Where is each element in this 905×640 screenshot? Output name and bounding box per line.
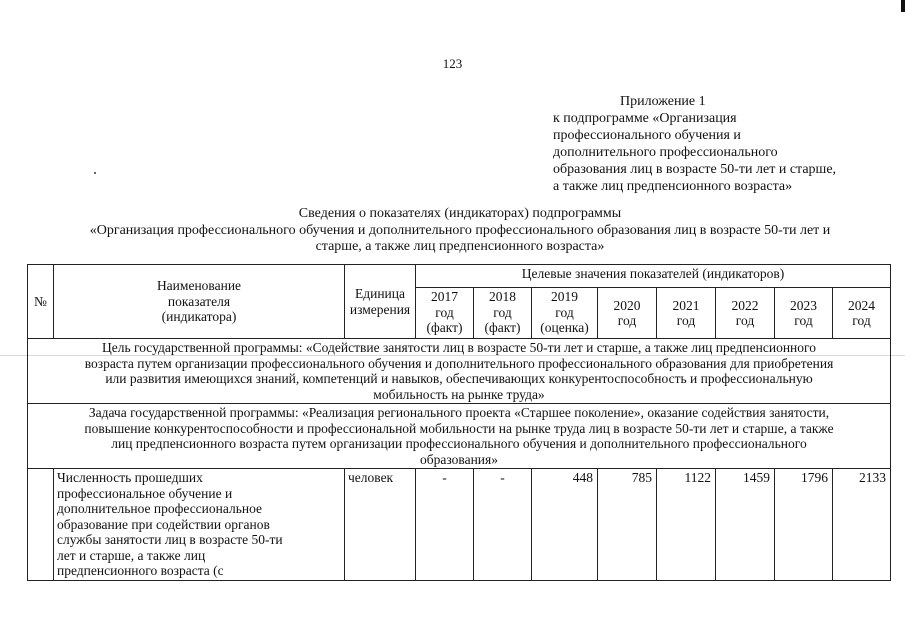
header-name-line: (индикатора) [161,309,237,325]
header-name-line: Наименование [156,278,242,294]
goal-line: Цель государственной программы: «Содействие занятости лиц в возрасте 50-ти лет и старше, а также лиц предпенсионного [102,340,816,355]
header-name-line: показателя [167,293,231,309]
year-header [598,288,657,339]
row-num [28,469,54,581]
row-value: - [474,469,532,581]
year-unit: год [852,313,871,328]
row-value: 785 [598,469,657,581]
year-header [532,288,598,339]
year-unit: год [493,304,512,320]
row-name-line: службы занятости лиц в возрасте 50-ти [57,532,283,547]
row-name-line: предпенсионного возраста (с [57,563,224,578]
row-name-line: Численность прошедших [57,470,203,485]
heading-line: «Организация профессионального обучения и дополнительного профессионального образования лиц в возрасте 50-ти лет и [89,222,831,238]
year-kind: (факт) [426,320,463,335]
year-header [833,288,891,339]
year-header [474,288,532,339]
appendix-line: профессионального обучения и [553,128,741,143]
appendix-title: Приложение 1 [620,94,706,109]
row-value: 1796 [775,469,833,581]
year: 2023 [790,297,817,313]
task-row [28,404,891,469]
row-name-line: профессиональное обучение и [57,485,233,501]
row-value: - [416,469,474,581]
row-value: 448 [532,469,598,581]
year-unit: год [794,313,813,328]
task-cell [28,404,891,469]
row-name-line: лет и старше, а также лиц [57,547,206,563]
year: 2020 [613,297,641,313]
year-unit: год [617,313,637,328]
year: 2021 [672,297,700,313]
row-value: 1459 [716,469,775,581]
header-targets: Целевые значения показателей (индикаторов) [416,265,891,288]
appendix-block [553,93,883,195]
year-header [657,288,716,339]
appendix-line: дополнительного профессионального [553,145,778,160]
crop-mark [901,0,905,12]
task-line: лиц предпенсионного возраста путем организации профессионального обучения и дополнительного профессионального [111,436,807,451]
document-heading [40,206,880,256]
row-value: 1122 [657,469,716,581]
goal-line: возраста путем организации профессионального обучения и дополнительного профессионального образования для приобретения [84,355,834,371]
goal-line: или развития имеющихся знаний, компетенций и навыков, обеспечивающих конкурентоспособность и профессиональную [105,371,813,386]
task-line: образования» [420,451,498,467]
appendix-line: образования лиц в возрасте 50-ти лет и старше, [553,162,837,177]
header-name [54,265,345,339]
row-name-line: образование при содействии органов [57,516,270,532]
year-header [416,288,474,339]
row-value: 2133 [833,469,891,581]
heading-line: Сведения о показателях (индикаторах) подпрограммы [298,206,622,221]
appendix-line: к подпрограмме «Организация [553,111,737,126]
scan-speck [94,172,96,174]
year-unit: год [435,304,454,320]
year-kind: (оценка) [540,320,589,335]
year-header [775,288,833,339]
task-line: Задача государственной программы: «Реализация регионального проекта «Старшее поколение», оказание содействия занятости, [88,405,830,420]
year: 2019 [551,289,578,304]
header-num: № [28,265,54,339]
task-line: повышение конкурентоспособности и профессиональной мобильности на рынке труда лиц в возрасте 50-ти лет и старше, а также [84,420,834,436]
page-number: 123 [442,56,463,71]
year-unit: год [555,304,574,320]
table-row [28,469,891,581]
row-unit: человек [345,469,416,581]
goal-cell [28,339,891,404]
year-kind: (факт) [484,320,521,335]
header-unit [345,265,416,339]
header-unit-line: Единица [354,286,405,301]
heading-line: старше, а также лиц предпенсионного возраста» [315,239,605,254]
header-unit-line: измерения [349,301,411,317]
appendix-line: а также лиц предпенсионного возраста» [553,179,793,194]
row-name [54,469,345,581]
year-unit: год [735,313,755,328]
table-header-row [28,265,891,288]
row-name-line: дополнительное профессиональное [57,501,263,516]
year-unit: год [676,313,696,328]
year: 2022 [731,297,759,313]
goal-line: мобильность на рынке труда» [373,386,545,402]
year: 2024 [848,297,875,313]
year-header [716,288,775,339]
year: 2017 [431,289,458,304]
indicators-table [27,264,891,581]
year: 2018 [489,289,516,304]
goal-row [28,339,891,404]
